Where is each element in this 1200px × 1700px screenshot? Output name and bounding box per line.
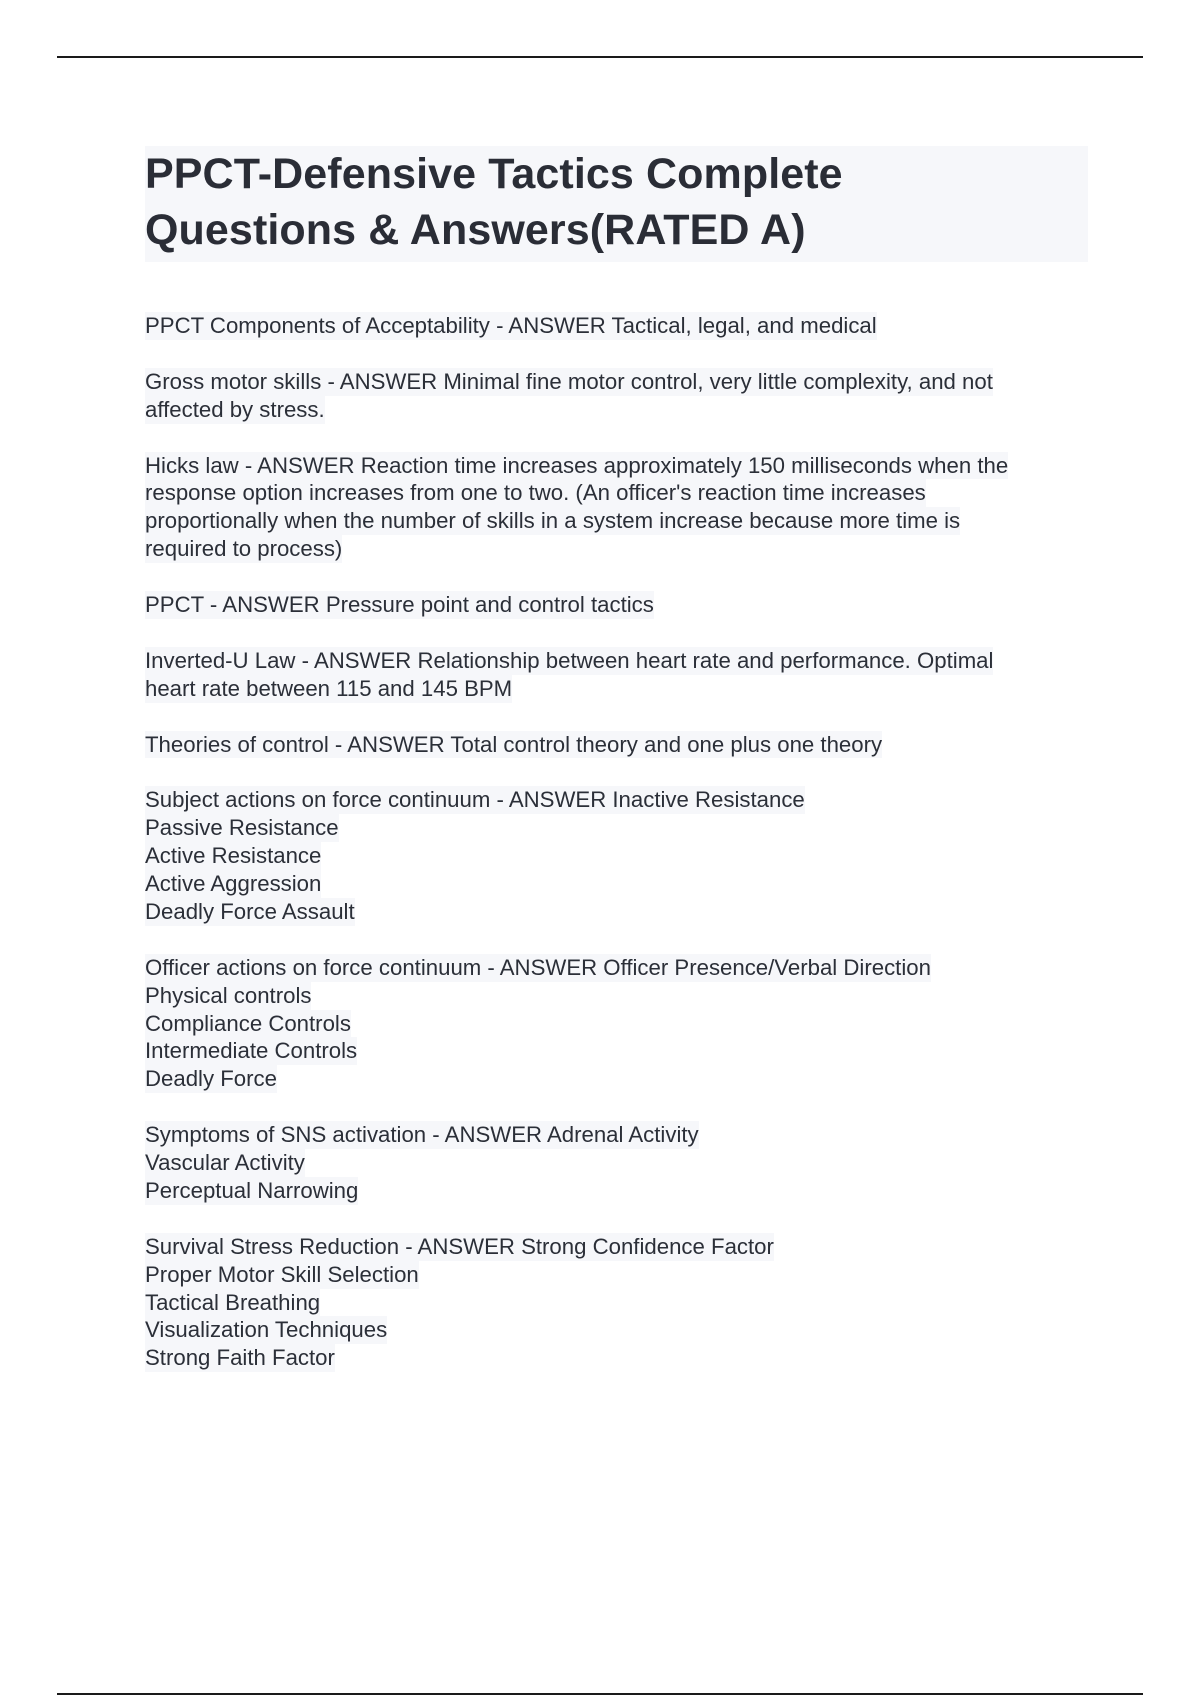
qa-item-gross-motor-skills: [145, 368, 1090, 424]
qa-line: Visualization Techniques: [145, 1317, 388, 1343]
qa-line: Active Aggression: [145, 871, 322, 897]
header-rule: [57, 56, 1143, 58]
qa-item-officer-actions: [145, 954, 1090, 1094]
qa-line: Passive Resistance: [145, 815, 339, 841]
qa-item-components-of-acceptability: [145, 312, 1090, 340]
page-title-line: PPCT-Defensive Tactics Complete: [145, 150, 843, 198]
qa-line: required to process): [145, 536, 343, 562]
qa-line: affected by stress.: [145, 396, 325, 422]
qa-line: proportionally when the number of skills in a system increase because more time is: [145, 508, 961, 534]
qa-line: heart rate between 115 and 145 BPM: [145, 675, 513, 701]
qa-line: Active Resistance: [145, 843, 322, 869]
qa-line: Inverted-U Law - ANSWER Relationship between heart rate and performance. Optimal: [145, 647, 994, 673]
qa-line: Gross motor skills - ANSWER Minimal fine motor control, very little complexity, and not: [145, 368, 993, 394]
qa-item-hicks-law: [145, 452, 1090, 564]
qa-line: Deadly Force: [145, 1066, 277, 1092]
qa-line: Strong Faith Factor: [145, 1345, 335, 1371]
footer-rule: [57, 1693, 1143, 1695]
qa-line: Proper Motor Skill Selection: [145, 1261, 419, 1287]
qa-line: Compliance Controls: [145, 1010, 351, 1036]
qa-list: [145, 312, 1090, 1400]
qa-line: Hicks law - ANSWER Reaction time increases approximately 150 milliseconds when the: [145, 452, 1009, 478]
qa-line: Officer actions on force continuum - ANSWER Officer Presence/Verbal Direction: [145, 954, 931, 980]
qa-line: Theories of control - ANSWER Total control theory and one plus one theory: [145, 731, 883, 757]
qa-item-subject-actions: [145, 786, 1090, 926]
qa-item-theories-of-control: [145, 731, 1090, 759]
qa-item-survival-stress-reduction: [145, 1233, 1090, 1373]
page-title-line: Questions & Answers(RATED A): [145, 206, 806, 254]
qa-item-sns-activation: [145, 1121, 1090, 1205]
qa-line: Symptoms of SNS activation - ANSWER Adrenal Activity: [145, 1122, 699, 1148]
qa-item-inverted-u-law: [145, 647, 1090, 703]
qa-line: Deadly Force Assault: [145, 898, 355, 924]
qa-line: Physical controls: [145, 982, 312, 1008]
qa-line: Intermediate Controls: [145, 1038, 358, 1064]
qa-line: Perceptual Narrowing: [145, 1177, 359, 1203]
page-title: [145, 146, 1088, 258]
qa-line: Tactical Breathing: [145, 1289, 321, 1315]
qa-line: PPCT Components of Acceptability - ANSWER Tactical, legal, and medical: [145, 313, 877, 338]
qa-line: response option increases from one to two. (An officer's reaction time increases: [145, 480, 926, 506]
qa-line: Vascular Activity: [145, 1150, 305, 1176]
qa-line: PPCT - ANSWER Pressure point and control tactics: [145, 592, 654, 618]
qa-line: Survival Stress Reduction - ANSWER Strong Confidence Factor: [145, 1233, 774, 1259]
qa-item-ppct: [145, 591, 1090, 619]
title-block: [145, 146, 1088, 262]
qa-line: Subject actions on force continuum - ANSWER Inactive Resistance: [145, 787, 805, 813]
